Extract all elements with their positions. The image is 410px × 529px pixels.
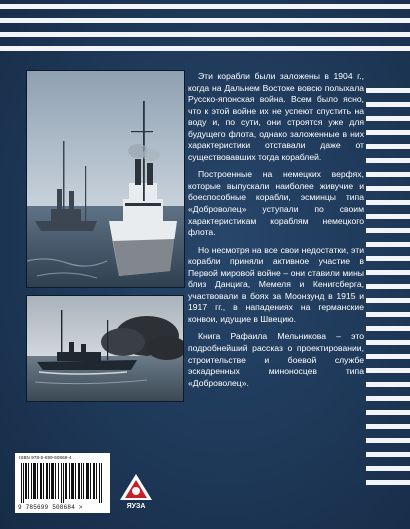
paragraph-1: Эти корабли были заложены в 1904 г., когда на Дальнем Востоке вовсю полыхала Русско-японская война. Всем было ясно, что к этой войне их не успеют спустить на воду и, по сути, они строятся уже для будущего флота, однако заложенные в них характеристики отставали даже от существовавших тогда кораблей. — [188, 71, 364, 162]
stripe — [0, 4, 410, 9]
paragraph-2: Построенные на немецких верфях, которые выпускали наиболее живучие и боеспособные корабли, эсминцы типа «Доброволец» уступали по своим характеристикам кораблям немецкого флота. — [188, 169, 364, 238]
side-stripe — [366, 438, 410, 443]
publisher-name: ЯУЗА — [126, 503, 146, 510]
top-stripes — [0, 0, 410, 70]
side-stripe — [366, 298, 410, 303]
side-stripe — [366, 158, 410, 163]
paragraph-4: Книга Рафаила Мельникова – это подробнейший рассказ о проектировании, строительстве и боевой службе эскадренных миноносцев типа «Доброволец». — [188, 331, 364, 388]
side-stripe — [366, 340, 410, 345]
publisher-logo — [118, 472, 154, 510]
side-stripe — [366, 214, 410, 219]
side-stripe — [366, 130, 410, 135]
side-stripe — [366, 480, 410, 485]
description-text — [188, 71, 364, 395]
destroyer-underway-image — [27, 296, 183, 401]
side-stripe — [366, 284, 410, 289]
side-stripe — [366, 88, 410, 93]
side-stripe — [366, 368, 410, 373]
barcode-bars — [21, 463, 104, 503]
destroyers-at-sea-image — [27, 71, 184, 287]
destroyer-underway-photo — [26, 295, 184, 402]
stripe — [0, 32, 410, 37]
side-stripe — [366, 410, 410, 415]
barcode — [15, 453, 110, 513]
side-stripes — [366, 88, 410, 508]
side-stripe — [366, 186, 410, 191]
destroyers-at-sea-photo — [26, 70, 185, 288]
side-stripe — [366, 326, 410, 331]
side-stripe — [366, 242, 410, 247]
side-stripe — [366, 270, 410, 275]
publisher-emblem-icon — [118, 472, 154, 502]
paragraph-3: Но несмотря на все свои недостатки, эти корабли приняли активное участие в Первой мировой войне – они ставили мины близ Данцига, Мемеля и Кенигсберга, участвовали в боях за Моонзунд в 1915 и 1917 гг., в нападениях на германские конвои, идущие в Швецию. — [188, 244, 364, 324]
side-stripe — [366, 172, 410, 177]
side-stripe — [366, 452, 410, 457]
side-stripe — [366, 200, 410, 205]
stripe — [0, 18, 410, 23]
side-stripe — [366, 256, 410, 261]
side-stripe — [366, 466, 410, 471]
side-stripe — [366, 144, 410, 149]
isbn-digits: 9 785699 508684 > — [18, 504, 83, 511]
side-stripe — [366, 424, 410, 429]
isbn-label: ISBN 978-5-699-50868-4 — [19, 455, 72, 460]
side-stripe — [366, 312, 410, 317]
side-stripe — [366, 382, 410, 387]
side-stripe — [366, 102, 410, 107]
stripe — [0, 46, 410, 51]
side-stripe — [366, 396, 410, 401]
side-stripe — [366, 228, 410, 233]
side-stripe — [366, 116, 410, 121]
side-stripe — [366, 354, 410, 359]
